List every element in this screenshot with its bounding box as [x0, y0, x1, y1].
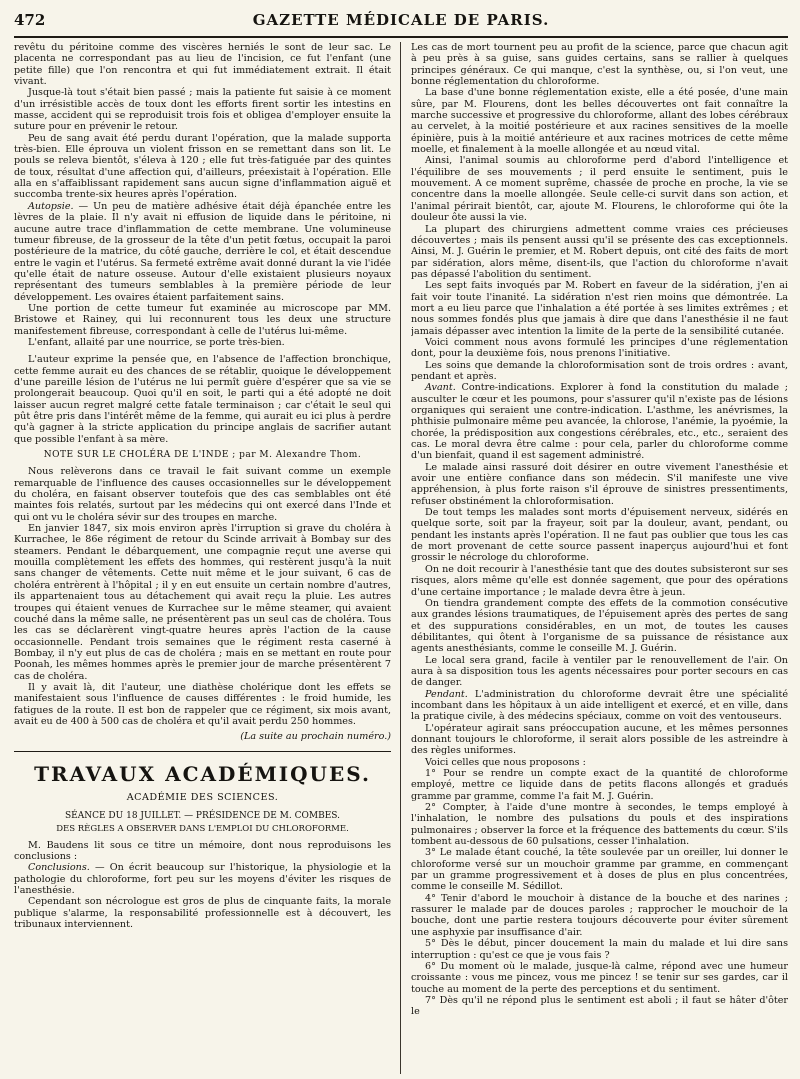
paragraph: [411, 382, 788, 461]
paragraph-text: — On écrit beaucoup sur l'historique, la physiologie et la pathologie du chloroforme, fort peu sur les moyens d'éviter les risques de l'anesthésie.: [14, 862, 391, 897]
paragraph: Nous relèverons dans ce travail le fait suivant comme un exemple remarquable de l'influence des causes occasionnelles sur le développement du choléra, en faisant observer toutefois que des cas semblables ont été maintes fois relatés, surtout par les médecins qui ont exercé dans l'Inde et qui ont vu le choléra sévir sur des troupes en marche.: [14, 466, 391, 523]
paragraph: Voici celles que nous proposons :: [425, 756, 586, 768]
paragraph: M. Baudens lit sous ce titre un mémoire, dont nous reproduisons les conclusions :: [14, 839, 391, 862]
paragraph: Cependant son nécrologue est gros de plus de cinquante faits, la morale publique s'alarme, la responsabilité professionnelle est à découvert, les tribunaux interviennent.: [14, 896, 391, 931]
rule-item: 6° Du moment où le malade, jusque-là calme, répond avec une humeur croissante : vous me pincez, vous me pincez ! se tenir sur ses gardes, car il touche au moment de la perte des perceptions et du sentiment.: [411, 960, 788, 995]
paragraph: Les soins que demande la chloroformisation sont de trois ordres : avant, pendant et après.: [411, 359, 788, 382]
paragraph: [14, 862, 391, 896]
paragraph: L'enfant, allaité par une nourrice, se porte très-bien.: [28, 336, 285, 348]
rule-item: 4° Tenir d'abord le mouchoir à distance de la bouche et des narines ; rassurer le malade par de douces paroles ; rapprocher le mouchoir de la bouche, dont une partie restera toujours découverte pour éviter sûrement une asphyxie par insuffisance d'air.: [411, 892, 788, 938]
section-title: TRAVAUX ACADÉMIQUES.: [34, 761, 371, 786]
autopsie-lead: Autopsie.: [28, 200, 74, 212]
avant-lead: Avant.: [425, 382, 456, 394]
pendant-lead: Pendant.: [425, 688, 468, 700]
rule-item: 7° Dès qu'il ne répond plus le sentiment est aboli ; il faut se hâter d'ôter le: [411, 994, 788, 1018]
newspaper-page: [14, 8, 788, 1074]
section-divider: [14, 751, 391, 752]
paragraph-text: L'administration du chloroforme devrait être une spécialité incombant dans les hôpitaux à un aide intelligent et exercé, et en ville, dans la pratique civile, à des médecins spéciaux, comme on voit des ventouseurs.: [411, 688, 788, 723]
journal-title: GAZETTE MÉDICALE DE PARIS.: [252, 11, 550, 29]
memoir-title: DES RÈGLES A OBSERVER DANS L'EMPLOI DU CHLOROFORME.: [56, 824, 349, 835]
paragraph: Les sept faits invoqués par M. Robert en faveur de la sidération, j'en ai fait voir toute l'inanité. La sidération n'est rien moins que démontrée. La mort a eu lieu parce que l'inhalation a été portée à ses limites extrêmes ; et nous sommes fondés plus que jamais à dire que dans l'anesthésie il ne faut jamais dépasser avec intention la limite de la perte de la sensibilité cutanée.: [411, 280, 788, 337]
column-rule: [400, 42, 401, 1074]
rule-item: 2° Compter, à l'aide d'une montre à secondes, le temps employé à l'inhalation, le nombre des pulsations du pouls et des inspirations pulmonaires ; observer la force et la fréquence des battements du cœur. S'ils tombent au-dessous de 60 pulsations, cesser l'inhalation.: [411, 802, 788, 848]
article-title-cholera: NOTE SUR LE CHOLÉRA DE L'INDE ; par M. Alexandre Thom.: [43, 450, 362, 461]
left-column: [14, 42, 391, 1074]
paragraph: On ne doit recourir à l'anesthésie tant que des doutes subsisteront sur ses risques, alors même qu'elle est donnée sagement, que pour des opérations d'une certaine importance ; le malade devra être à jeun.: [411, 563, 788, 598]
paragraph: Le local sera grand, facile à ventiler par le renouvellement de l'air. On aura à sa disposition tous les agents nécessaires pour porter secours en cas de danger.: [411, 654, 788, 689]
rule-item: 5° Dès le début, pincer doucement la main du malade et lui dire sans interruption : qu'est ce que je vous fais ?: [411, 938, 788, 961]
paragraph: Peu de sang avait été perdu durant l'opération, que la malade supporta très-bien. Elle éprouva un violent frisson en se remettant dans son lit. Le pouls se releva bientôt, s'éleva à 120 ; elle fut très-fatiguée par des quintes de toux, résultat d'une affection qui, d'ailleurs, préexistait à l'opération. Elle alla en s'affaiblissant rapidement sans aucun signe d'inflammation aiguë et succomba trente-six heures après l'opération.: [14, 132, 391, 201]
academy-heading: ACADÉMIE DES SCIENCES.: [126, 791, 279, 803]
paragraph: [411, 689, 788, 723]
columns: [14, 42, 788, 1074]
paragraph: [14, 201, 391, 303]
paragraph: Ainsi, l'animal soumis au chloroforme perd d'abord l'intelligence et l'équilibre de ses mouvements ; il perd ensuite le sentiment, puis le mouvement. A ce moment suprême, chassée de proche en proche, la vie se concentre dans la moelle allongée. Seule celle-ci survit dans son action, et l'animal périrait bientôt, car, ajoute M. Flourens, le chloroforme qui ôte la douleur ôte aussi la vie.: [411, 155, 788, 224]
session-heading: SÉANCE DU 18 JUILLET. — PRÉSIDENCE DE M. COMBES.: [65, 810, 340, 821]
paragraph: La base d'une bonne réglementation existe, elle a été posée, d'une main sûre, par M. Flourens, dont les belles découvertes ont fait connaître la marche successive et progressive du chloroforme, allant des lobes cérébraux au cervelet, à la moitié postérieure et aux racines sensitives de la moelle épinière, puis à la moitié antérieure et aux racines motrices de cette même moelle, et finalement à la moelle allongée et au nœud vital.: [411, 87, 788, 156]
page-header: [14, 8, 788, 38]
paragraph: De tout temps les malades sont morts d'épuisement nerveux, sidérés en quelque sorte, soit par la frayeur, soit par la douleur, avant, pendant, ou pendant les instants après l'opération. Il ne faut pas oublier que tous les cas de mort provenant de cette source passent inaperçus aujourd'hui et font grossir le nécrologe du chloroforme.: [411, 507, 788, 564]
paragraph: On tiendra grandement compte des effets de la commotion consécutive aux grandes lésions traumatiques, de l'épuisement après des pertes de sang et des suppurations considérables, en un mot, de toutes les causes débilitantes, qui ôtent à l'organisme de sa puissance de résistance aux agents anesthésiants, comme le conseille M. J. Guérin.: [411, 597, 788, 655]
rule-item: 3° Le malade étant couché, la tête soulevée par un oreiller, lui donner le chloroforme versé sur un mouchoir gramme par gramme, en commençant par un gramme progressivement et à doses de plus en plus concentrées, comme le conseille M. Sédillot.: [411, 847, 788, 893]
paragraph: L'auteur exprime la pensée que, en l'absence de l'affection bronchique, cette femme aurait eu des chances de se rétablir, quoique le développement d'une pareille lésion de l'utérus ne lui permît guère d'espérer que sa vie se prolongerait beaucoup. Quoi qu'il en soit, le parti qui a été adopté ne doit laisser aucun regret malgré cette fatale terminaison ; car c'était le seul qui pût être pris dans l'intérêt même de la femme, qui aurait eu ici plus à perdre qu'à gagner à la stricte application du principe anglais de sacrifier autant que possible l'enfant à sa mère.: [14, 354, 391, 445]
conclusions-lead: Conclusions.: [28, 862, 90, 874]
paragraph: revêtu du péritoine comme des viscères herniés le sont de leur sac. Le placenta ne correspondant pas au lieu de l'incision, ce fut l'enfant (une petite fille) que l'on rencontra et qui fut immédiatement extrait. Il était vivant.: [14, 42, 391, 88]
paragraph: La plupart des chirurgiens admettent comme vraies ces précieuses découvertes ; mais ils pensent aussi qu'il se présente des cas exceptionnels. Ainsi, M. J. Guérin le premier, et M. Robert depuis, ont cité des faits de mort par sidération, alors même, disent-ils, que l'action du chloroforme n'avait pas dépassé l'abolition du sentiment.: [411, 223, 788, 280]
paragraph: Jusque-là tout s'était bien passé ; mais la patiente fut saisie à ce moment d'un irrésistible accès de toux dont les efforts firent sortir les intestins en masse, accident qui se reproduisit trois fois et obligea d'employer ensuite la suture pour en prévenir le retour.: [14, 87, 391, 133]
rule-item: 1° Pour se rendre un compte exact de la quantité de chloroforme employé, mettre ce liquide dans de petits flacons allongés et gradués gramme par gramme, comme l'a fait M. J. Guérin.: [411, 768, 788, 802]
right-column: [411, 42, 788, 1074]
paragraph: L'opérateur agirait sans préoccupation aucune, et les mêmes personnes donnant toujours le chloroforme, il serait alors possible de les astreindre à des règles uniformes.: [411, 722, 788, 757]
continued-note: (La suite au prochain numéro.): [240, 731, 391, 743]
paragraph-text: Contre-indications. Explorer à fond la constitution du malade ; ausculter le cœur et les poumons, pour s'assurer qu'il n'existe pas de lésions organiques qui seraient une contre-indication. L'asthme, les anévrismes, la phthisie pulmonaire même peu avancée, la chlorose, l'anémie, la pyoémie, la chorée, la prédisposition aux congestions cérébrales, etc., etc., seraient des cas. Le moral devra être calme : pour cela, parler du chloroforme comme d'un bienfait, quand il est sagement administré.: [411, 382, 788, 462]
paragraph-text: — Un peu de matière adhésive était déjà épanchée entre les lèvres de la plaie. Il n'y avait ni effusion de liquide dans le péritoine, ni aucune autre trace d'inflammation de cette membrane. Une volumineuse tumeur fibreuse, de la grosseur de la tête d'un petit fœtus, occupait la paroi postérieure de la matrice, du côté gauche, derrière le col, et était descendue entre le vagin et l'utérus. Sa fermeté extrême avait donné durant la vie l'idée qu'elle était de nature osseuse. Autour d'elle existaient plusieurs noyaux représentant des tumeurs semblables à la première période de leur développement. Les ovaires étaient parfaitement sains.: [14, 200, 391, 303]
paragraph: Il y avait là, dit l'auteur, une diathèse cholérique dont les effets se manifestaient sous l'influence de causes différentes : le froid humide, les fatigues de la route. Il est bon de rappeler que ce régiment, six mois avant, avait eu de 400 à 500 cas de choléra et qu'il avait perdu 250 hommes.: [14, 681, 391, 727]
page-number: 472: [14, 11, 46, 29]
paragraph: Une portion de cette tumeur fut examinée au microscope par MM. Bristowe et Rainey, qui lui reconnurent tous les deux une structure manifestement fibreuse, correspondant à celle de l'utérus lui-même.: [14, 302, 391, 337]
paragraph: Les cas de mort tournent peu au profit de la science, parce que chacun agit à peu près à sa guise, sans guides certains, sans se rallier à quelques principes généraux. Ce qui manque, c'est la synthèse, ou, si l'on veut, une bonne réglementation du chloroforme.: [411, 42, 788, 88]
paragraph: Le malade ainsi rassuré doit désirer en outre vivement l'anesthésie et avoir une entière confiance dans son médecin. S'il manifeste une vive appréhension, à plus forte raison s'il éprouve de sinistres pressentiments, refuser obstinément la chloroformisation.: [411, 461, 788, 507]
paragraph: Voici comment nous avons formulé les principes d'une réglementation dont, pour la deuxième fois, nous prenons l'initiative.: [411, 336, 788, 360]
paragraph: En janvier 1847, six mois environ après l'irruption si grave du choléra à Kurrachee, le 86e régiment de retour du Scinde arrivait à Bombay sur des steamers. Pendant le débarquement, une compagnie reçut une averse qui mouilla complètement les effets des hommes, qui restèrent jusqu'à la nuit sans changer de vêtements. Cette nuit même et le jour suivant, 6 cas de choléra entrèrent à l'hôpital ; il y en eut ensuite un certain nombre d'autres, ils appartenaient tous au détachement qui avait reçu la pluie. Les autres troupes qui étaient venues de Kurrachee sur le même steamer, qui avaient couché dans la même salle, ne présentèrent pas un seul cas de choléra. Tous les cas se déclarèrent vingt-quatre heures après l'action de la cause occasionnelle. Pendant trois semaines que le régiment resta caserné à Bombay, il n'y eut plus de cas de choléra ; mais en se mettant en route pour Poonah, les mêmes hommes après le premier jour de marche présentèrent 7 cas de choléra.: [14, 523, 391, 682]
